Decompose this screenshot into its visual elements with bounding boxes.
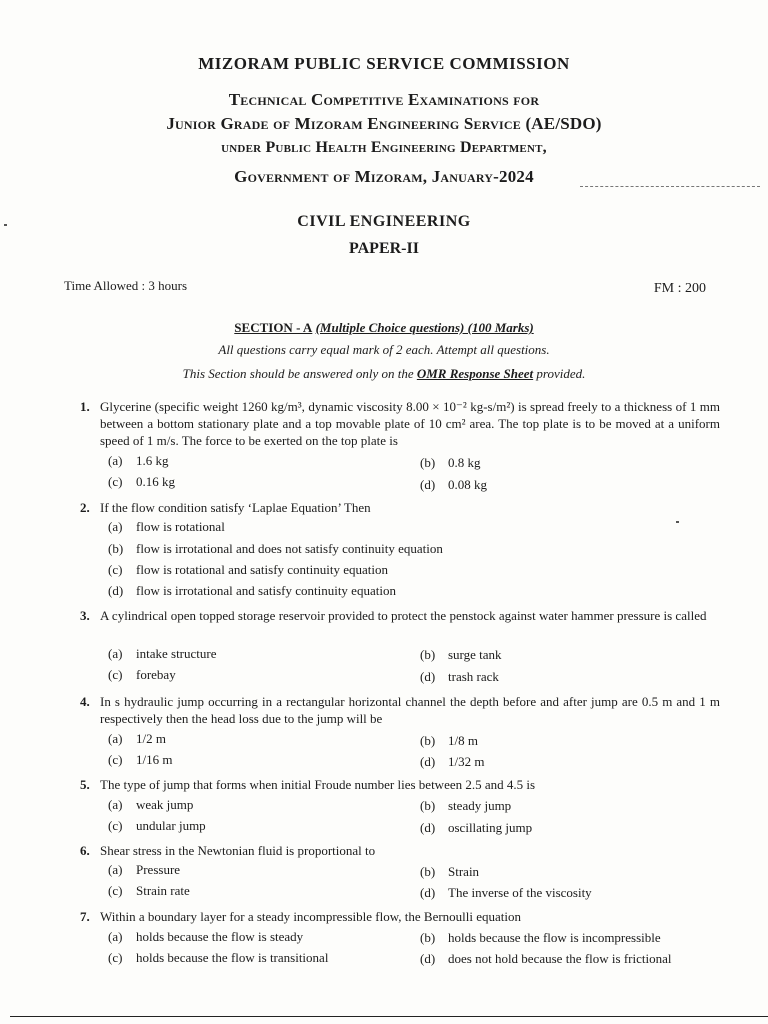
option-6c: (c) Strain rate xyxy=(108,883,190,898)
commission-title: MIZORAM PUBLIC SERVICE COMMISSION xyxy=(198,54,570,73)
exam-title-line3: under Public Health Engineering Department, xyxy=(221,139,547,156)
option-2b: (b) flow is irrotational and does not satisfy continuity equation xyxy=(108,541,443,556)
instruction-omr-sheet: OMR Response Sheet xyxy=(416,366,534,381)
question-number: 2. xyxy=(80,500,90,515)
option-7b: (b) holds because the flow is incompressible xyxy=(420,930,661,945)
option-4b: (b) 1/8 m xyxy=(420,733,478,748)
exam-title-line4: Government of Mizoram, January-2024 xyxy=(234,167,534,186)
time-allowed: Time Allowed : 3 hours xyxy=(64,278,188,293)
question-1 xyxy=(80,398,720,449)
section-heading xyxy=(0,320,768,336)
option-5b: (b) steady jump xyxy=(420,798,512,813)
option-3c: (c) forebay xyxy=(108,667,176,682)
question-5 xyxy=(80,776,720,793)
option-3b: (b) surge tank xyxy=(420,647,502,662)
question-text: In s hydraulic jump occurring in a rectangular horizontal channel the depth before and after jump are 0.5 m and 1 m respectively then the head loss due to the jump will be xyxy=(100,694,720,726)
option-6b: (b) Strain xyxy=(420,864,480,879)
question-number: 5. xyxy=(80,777,90,792)
instruction-omr xyxy=(0,366,768,382)
question-number: 4. xyxy=(80,694,90,709)
exam-title-line2: Junior Grade of Mizoram Engineering Service (AE/SDO) xyxy=(166,114,602,133)
option-6d: (d) The inverse of the viscosity xyxy=(420,885,592,900)
option-1d: (d) 0.08 kg xyxy=(420,477,487,492)
question-number: 6. xyxy=(80,843,90,858)
section-subtitle: (Multiple Choice questions) (100 Marks) xyxy=(315,320,534,335)
option-2a: (a) flow is rotational xyxy=(108,519,225,534)
question-text: Within a boundary layer for a steady incompressible flow, the Bernoulli equation xyxy=(100,909,522,924)
option-7a: (a) holds because the flow is steady xyxy=(108,929,304,944)
option-4a: (a) 1/2 m xyxy=(108,731,166,746)
question-text: If the flow condition satisfy ‘Laplae Equation’ Then xyxy=(100,500,371,515)
option-5a: (a) weak jump xyxy=(108,797,194,812)
option-7c: (c) holds because the flow is transitional xyxy=(108,950,329,965)
option-6a: (a) Pressure xyxy=(108,862,181,877)
option-1c: (c) 0.16 kg xyxy=(108,474,175,489)
option-4c: (c) 1/16 m xyxy=(108,752,173,767)
option-2d: (d) flow is irrotational and satisfy continuity equation xyxy=(108,583,396,598)
question-7 xyxy=(80,908,720,925)
full-marks: FM : 200 xyxy=(653,281,706,296)
page-bottom-rule xyxy=(10,1016,768,1017)
option-1b: (b) 0.8 kg xyxy=(420,455,481,470)
option-4d: (d) 1/32 m xyxy=(420,754,485,769)
option-3a: (a) intake structure xyxy=(108,646,217,661)
scan-speck xyxy=(4,224,7,226)
question-text: Glycerine (specific weight 1260 kg/m³, dynamic viscosity 8.00 × 10⁻² kg-s/m²) is spread freely to a thickness of 1 mm between a bottom stationary plate and a top movable plate of 10 cm² area. The top plate is to be moved at a uniform speed of 1 m/s. The force to be exerted on the top plate is xyxy=(100,399,720,448)
option-2c: (c) flow is rotational and satisfy continuity equation xyxy=(108,562,389,577)
question-2 xyxy=(80,499,720,516)
subject-title: CIVIL ENGINEERING xyxy=(297,213,471,230)
question-number: 7. xyxy=(80,909,90,924)
decorative-dash xyxy=(580,186,760,187)
option-1a: (a) 1.6 kg xyxy=(108,453,169,468)
question-text: A cylindrical open topped storage reservoir provided to protect the penstock against water hammer pressure is called xyxy=(100,608,707,623)
question-3 xyxy=(80,607,720,624)
question-number: 1. xyxy=(80,399,90,414)
instruction-omr-pre: This Section should be answered only on the xyxy=(182,366,414,381)
option-5c: (c) undular jump xyxy=(108,818,206,833)
question-4 xyxy=(80,693,720,727)
scan-speck xyxy=(676,521,679,523)
exam-title-line1: Technical Competitive Examinations for xyxy=(228,90,540,109)
question-text: Shear stress in the Newtonian fluid is proportional to xyxy=(100,843,376,858)
option-3d: (d) trash rack xyxy=(420,669,499,684)
question-text: The type of jump that forms when initial Froude number lies between 2.5 and 4.5 is xyxy=(100,777,536,792)
instruction-omr-post: provided. xyxy=(536,366,586,381)
paper-title: PAPER-II xyxy=(349,240,419,257)
option-5d: (d) oscillating jump xyxy=(420,820,533,835)
instruction-marks: All questions carry equal mark of 2 each. Attempt all questions. xyxy=(218,342,550,357)
question-6 xyxy=(80,842,720,859)
section-title: SECTION - A xyxy=(234,320,313,335)
question-number: 3. xyxy=(80,608,90,623)
option-7d: (d) does not hold because the flow is frictional xyxy=(420,951,672,966)
